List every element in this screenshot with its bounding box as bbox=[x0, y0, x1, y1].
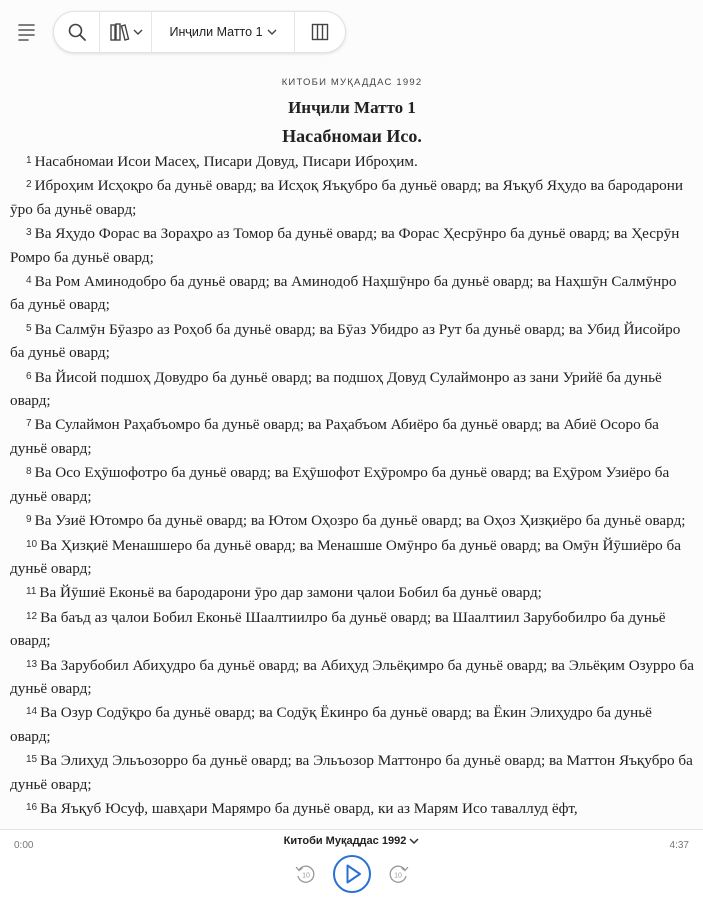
verse-text: Ва Салмӯн Бӯазро аз Роҳоб ба дуньё овард; ва Бӯаз Убидро аз Рут ба дуньё овард; ва Убид Йисойро ба дуньё овард; bbox=[10, 320, 681, 362]
verse-text: Ва Йӯшиё Еконьё ва бародарони ӯро дар замони ҷалои Бобил ба дуньё овард; bbox=[39, 584, 542, 602]
verse[interactable] bbox=[10, 173, 694, 221]
verse-text: Ва Ҳизқиё Менашшеро ба дуньё овард; ва Менашше Омӯнро ба дуньё овард; ва Омӯн Йӯшиёро ба дуньё овард; bbox=[10, 536, 682, 577]
verse[interactable] bbox=[10, 460, 694, 508]
verse[interactable] bbox=[10, 653, 694, 701]
verse-text: Насабномаи Исои Масеҳ, Писари Довуд, Писари Иброҳим. bbox=[34, 153, 418, 170]
verse-number: 2 bbox=[26, 179, 32, 191]
verse[interactable] bbox=[10, 317, 694, 365]
chapter-selector-button[interactable] bbox=[152, 12, 295, 52]
verse-list bbox=[10, 149, 694, 820]
verse[interactable] bbox=[10, 508, 694, 532]
forward-10-icon bbox=[386, 862, 410, 886]
chevron-down-icon bbox=[267, 28, 277, 36]
verse-text: Иброҳим Исҳоқро ба дуньё овард; ва Исҳоқ Яъқубро ба дуньё овард; ва Яъқуб Яҳудо ва бародарони ӯро ба дуньё овард; bbox=[10, 177, 684, 218]
menu-button[interactable] bbox=[12, 18, 40, 46]
verse[interactable] bbox=[10, 365, 694, 413]
verse-text: Ва Яъқуб Юсуф, шавҳари Марямро ба дуньё овард, ки аз Марям Исо таваллуд ёфт, bbox=[40, 799, 578, 817]
version-selector-button[interactable] bbox=[100, 12, 152, 52]
columns-icon bbox=[310, 22, 330, 42]
verse-text: Ва Зарубобил Абиҳудро ба дуньё овард; ва Абиҳуд Эльёқимро ба дуньё овард; ва Эльёқим Озурро ба дуньё овард; bbox=[10, 656, 694, 697]
audio-player bbox=[0, 829, 703, 900]
verse[interactable] bbox=[10, 700, 694, 748]
verse-number: 8 bbox=[26, 466, 32, 478]
search-icon bbox=[67, 22, 87, 42]
verse[interactable] bbox=[10, 605, 694, 653]
menu-icon bbox=[15, 22, 37, 42]
verse-number: 13 bbox=[26, 658, 38, 670]
audio-version-selector[interactable] bbox=[0, 835, 703, 847]
reader-content bbox=[10, 72, 694, 827]
verse-text: Ва Йисой подшоҳ Довудро ба дуньё овард; ва подшоҳ Довуд Сулаймонро аз зани Урийё ба дуньё овард; bbox=[10, 368, 662, 410]
forward-10-button[interactable] bbox=[386, 862, 410, 886]
verse[interactable] bbox=[10, 748, 694, 796]
verse-text: Ва Узиё Ютомро ба дуньё овард; ва Ютом Оҳозро ба дуньё овард; ва Оҳоз Ҳизқиёро ба дуньё овард; bbox=[34, 512, 686, 530]
verse-number: 16 bbox=[26, 801, 38, 813]
verse-text: Ва Осо Еҳӯшофотро ба дуньё овард; ва Еҳӯшофот Еҳӯромро ба дуньё овард; ва Еҳӯром Узиёро ба дуньё овард; bbox=[10, 464, 670, 505]
verse-number: 9 bbox=[26, 514, 32, 526]
books-icon bbox=[109, 22, 131, 42]
verse-text: Ва Ром Аминодобро ба дуньё овард; ва Аминодоб Наҳшӯнро ба дуньё овард; ва Наҳшӯн Салмӯнро ба дуньё овард; bbox=[10, 273, 677, 314]
verse-number: 14 bbox=[26, 706, 38, 718]
verse-number: 11 bbox=[26, 586, 37, 598]
chevron-down-icon bbox=[409, 837, 419, 845]
verse-text: Ва Элиҳуд Эльъозорро ба дуньё овард; ва Эльъозор Маттонро ба дуньё овард; ва Маттон Яъқубро ба дуньё овард; bbox=[10, 752, 693, 793]
verse[interactable] bbox=[10, 412, 694, 460]
verse-number: 15 bbox=[26, 754, 38, 766]
chapter-selector-label: Инҷили Матто 1 bbox=[169, 25, 263, 39]
reader-toolbar bbox=[53, 11, 346, 53]
elapsed-time: 0:00 bbox=[14, 840, 34, 851]
verse[interactable] bbox=[10, 269, 694, 317]
verse[interactable] bbox=[10, 796, 694, 820]
play-icon bbox=[332, 854, 372, 894]
svg-text:10: 10 bbox=[301, 872, 310, 880]
verse[interactable] bbox=[10, 533, 694, 581]
rewind-10-button[interactable] bbox=[294, 862, 318, 886]
verse[interactable] bbox=[10, 580, 694, 604]
verse-number: 7 bbox=[26, 418, 32, 430]
version-label: КИТОБИ МУҚАДДАС 1992 bbox=[281, 77, 423, 88]
verse-number: 5 bbox=[26, 322, 32, 334]
verse-number: 1 bbox=[26, 155, 32, 166]
verse-number: 10 bbox=[26, 538, 38, 550]
verse-text: Ва баъд аз ҷалои Бобил Еконьё Шаалтиилро ба дуньё овард; ва Шаалтиил Зарубобилро ба дуньё овард; bbox=[10, 608, 666, 650]
audio-version-label: Китоби Муқаддас 1992 bbox=[283, 835, 407, 847]
verse-text: Ва Сулаймон Раҳабъомро ба дуньё овард; ва Раҳабъом Абиёро ба дуньё овард; ва Абиё Осоро ба дуньё овард; bbox=[10, 416, 659, 457]
verse-number: 4 bbox=[26, 275, 32, 287]
chapter-title: Инҷили Матто 1 bbox=[288, 98, 416, 117]
svg-text:10: 10 bbox=[393, 872, 402, 880]
verse-number: 6 bbox=[26, 370, 32, 382]
verse[interactable] bbox=[10, 149, 694, 173]
parallel-view-button[interactable] bbox=[295, 12, 345, 52]
search-button[interactable] bbox=[54, 12, 100, 52]
verse-number: 3 bbox=[26, 227, 32, 239]
verse-text: Ва Озур Содӯқро ба дуньё овард; ва Содӯқ Ёкинро ба дуньё овард; ва Ёкин Элиҳудро ба дуньё овард; bbox=[10, 704, 652, 745]
rewind-10-icon bbox=[294, 862, 318, 886]
verse-text: Ва Яҳудо Форас ва Зораҳро аз Томор ба дуньё овард; ва Форас Ҳесрӯнро ба дуньё овард; ва Ҳесрӯн Ромро ба дуньё овард; bbox=[10, 225, 680, 266]
chevron-down-icon bbox=[133, 28, 143, 36]
section-heading: Насабномаи Исо. bbox=[282, 126, 422, 146]
verse[interactable] bbox=[10, 221, 694, 269]
total-time: 4:37 bbox=[669, 840, 689, 851]
verse-number: 12 bbox=[26, 610, 38, 622]
play-button[interactable] bbox=[332, 854, 372, 894]
